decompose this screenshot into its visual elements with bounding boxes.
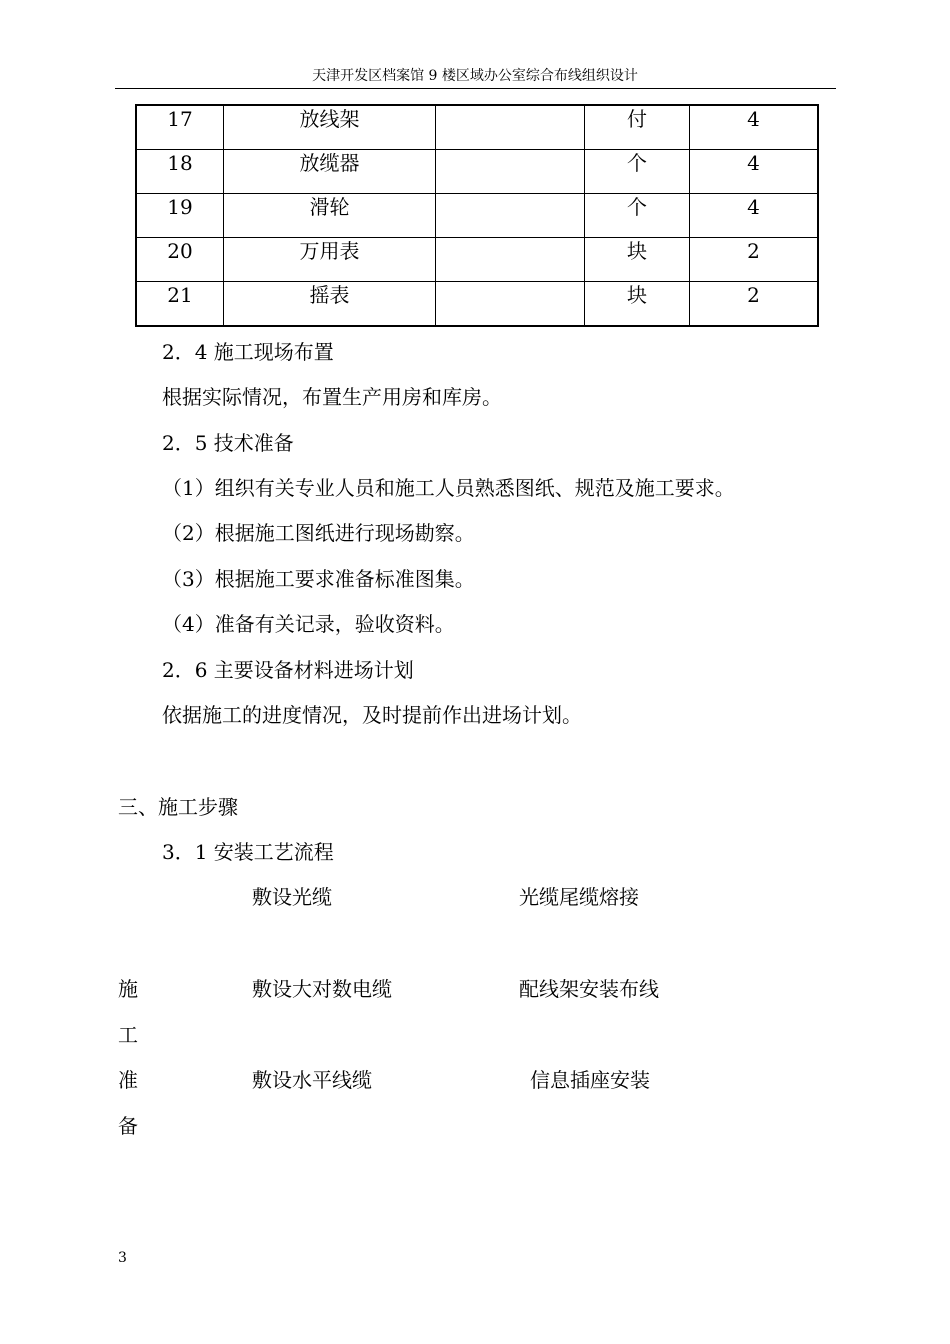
equipment-unit: 块 (585, 238, 690, 282)
equipment-quantity: 4 (690, 194, 819, 238)
equipment-name: 放缆器 (224, 150, 436, 194)
equipment-spec (436, 238, 585, 282)
equipment-unit: 个 (585, 194, 690, 238)
chapter-3-heading: 三、施工步骤 (118, 795, 238, 819)
row-number: 20 (136, 238, 224, 282)
row-number: 17 (136, 105, 224, 150)
page-header-title: 天津开发区档案馆 9 楼区域办公室综合布线组织设计 (312, 68, 638, 84)
flow-step-lay-backbone-cable: 敷设大对数电缆 (252, 977, 392, 1001)
table-row (136, 194, 818, 238)
equipment-quantity: 2 (690, 282, 819, 327)
row-number: 21 (136, 282, 224, 327)
section-2-4-text: 根据实际情况，布置生产用房和库房。 (162, 385, 502, 409)
flow-step-lay-fiber: 敷设光缆 (252, 885, 332, 909)
equipment-spec (436, 194, 585, 238)
table-row (136, 282, 818, 327)
equipment-spec (436, 282, 585, 327)
equipment-unit: 块 (585, 282, 690, 327)
equipment-name: 放线架 (224, 105, 436, 150)
flow-label-char: 备 (118, 1114, 138, 1138)
section-2-6-heading: 2．6 主要设备材料进场计划 (162, 658, 414, 682)
header-divider (115, 88, 836, 89)
page-number: 3 (118, 1250, 127, 1266)
tech-prep-item-1: （1）组织有关专业人员和施工人员熟悉图纸、规范及施工要求。 (162, 476, 735, 500)
table-row (136, 105, 818, 150)
equipment-name: 滑轮 (224, 194, 436, 238)
tech-prep-item-4: （4）准备有关记录，验收资料。 (162, 612, 455, 636)
flow-step-lay-horizontal-cable: 敷设水平线缆 (252, 1068, 372, 1092)
tech-prep-item-3: （3）根据施工要求准备标准图集。 (162, 567, 475, 591)
row-number: 18 (136, 150, 224, 194)
equipment-unit: 付 (585, 105, 690, 150)
equipment-quantity: 2 (690, 238, 819, 282)
equipment-name: 摇表 (224, 282, 436, 327)
section-2-4-heading: 2．4 施工现场布置 (162, 340, 334, 364)
section-2-6-text: 依据施工的进度情况，及时提前作出进场计划。 (162, 703, 582, 727)
flow-step-outlet-install: 信息插座安装 (530, 1068, 650, 1092)
flow-label-char: 工 (118, 1023, 138, 1047)
table-row (136, 238, 818, 282)
section-2-5-heading: 2．5 技术准备 (162, 431, 294, 455)
flow-label-char: 准 (118, 1068, 138, 1092)
equipment-spec (436, 105, 585, 150)
row-number: 19 (136, 194, 224, 238)
flow-label-char: 施 (118, 977, 138, 1001)
table-row (136, 150, 818, 194)
equipment-quantity: 4 (690, 150, 819, 194)
flow-step-fiber-splice: 光缆尾缆熔接 (519, 885, 639, 909)
equipment-spec (436, 150, 585, 194)
equipment-quantity: 4 (690, 105, 819, 150)
equipment-unit: 个 (585, 150, 690, 194)
equipment-table (135, 104, 819, 327)
equipment-name: 万用表 (224, 238, 436, 282)
section-3-1-heading: 3．1 安装工艺流程 (162, 840, 334, 864)
tech-prep-item-2: （2）根据施工图纸进行现场勘察。 (162, 521, 475, 545)
flow-step-patch-panel: 配线架安装布线 (519, 977, 659, 1001)
